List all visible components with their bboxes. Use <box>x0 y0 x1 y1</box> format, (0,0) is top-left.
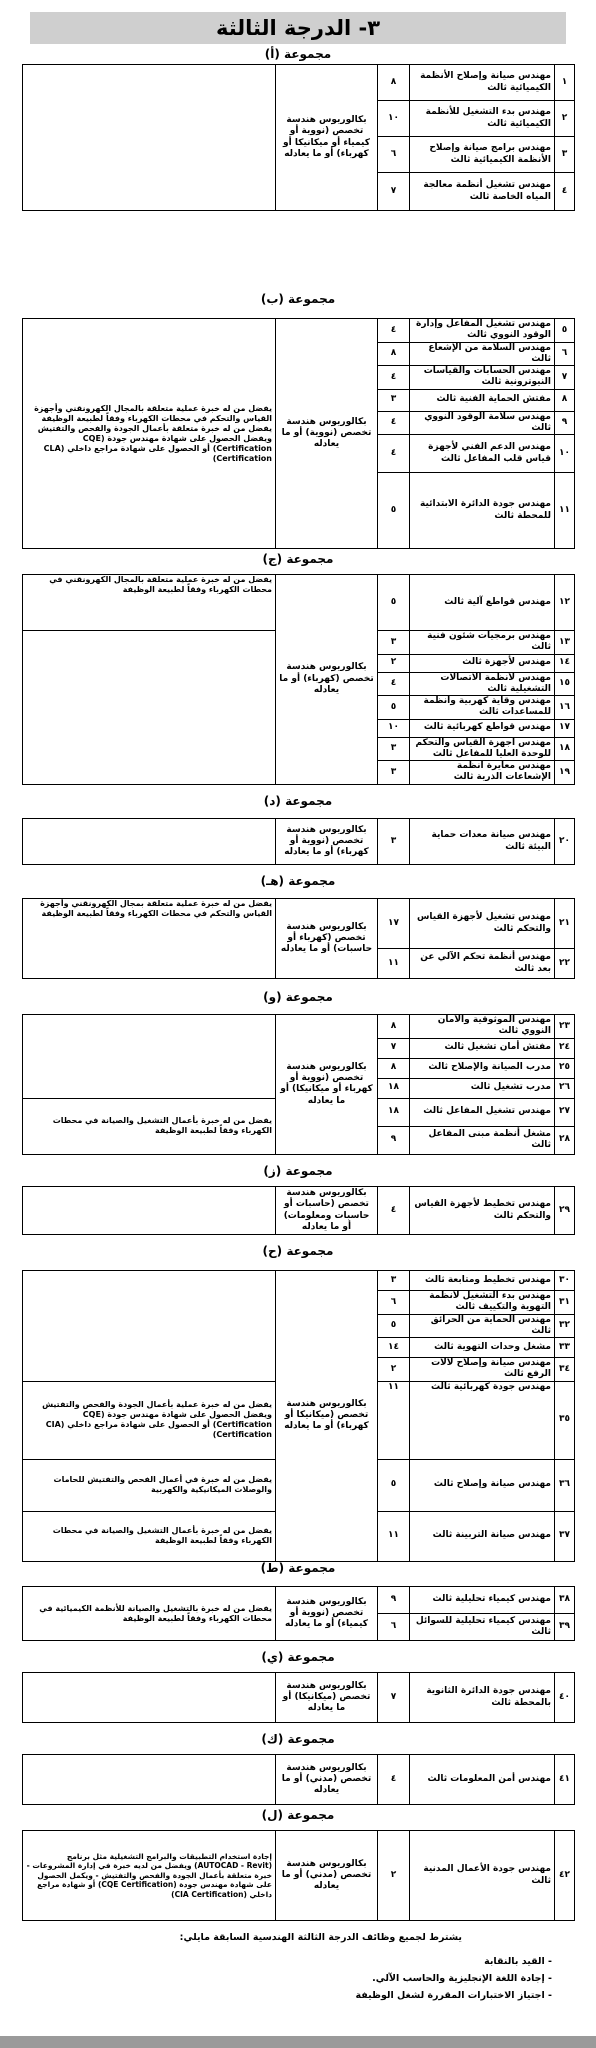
preference-note <box>23 819 276 865</box>
row-number: ٣٢ <box>555 1314 575 1338</box>
job-title: مهندس برمجيات شئون فنية ثالث <box>410 631 555 655</box>
job-title: مفتش أمان تشغيل ثالث <box>410 1038 555 1058</box>
row-number: ٢١ <box>555 899 575 949</box>
position-count: ٨ <box>378 1015 410 1039</box>
position-count: ٢ <box>378 1831 410 1921</box>
row-number: ١٨ <box>555 737 575 761</box>
position-count: ٨ <box>378 342 410 366</box>
row-number: ١٣ <box>555 631 575 655</box>
group-heading: مجموعة (ب) <box>260 292 336 306</box>
position-count: ٤ <box>378 672 410 696</box>
row-number: ١٧ <box>555 719 575 737</box>
group-heading: مجموعة (أ) <box>264 47 332 61</box>
row-number: ٢٧ <box>555 1098 575 1126</box>
position-count: ١٨ <box>378 1098 410 1126</box>
position-count: ٤ <box>378 435 410 473</box>
preference-note <box>23 1187 276 1235</box>
row-number: ٨ <box>555 389 575 411</box>
position-count: ٤ <box>378 319 410 343</box>
position-count: ١١ <box>378 949 410 979</box>
job-title: مهندس بدء التشغيل للأنظمة الكيميائية ثالث <box>410 101 555 137</box>
row-number: ١٦ <box>555 696 575 720</box>
job-title: مهندس الحسابات والقياسات النيوترونية ثالث <box>410 366 555 390</box>
job-title: مهندس بدء التشغيل لأنظمة التهوية والتكييف ثالث <box>410 1291 555 1315</box>
row-number: ١ <box>555 65 575 101</box>
job-title: مهندس أمن المعلومات ثالث <box>410 1755 555 1805</box>
row-number: ٢ <box>555 101 575 137</box>
row-number: ١٩ <box>555 761 575 785</box>
job-title: مهندس برامج صيانة وإصلاح الأنظمة الكيميائية ثالث <box>410 137 555 173</box>
row-number: ٥ <box>555 319 575 343</box>
row-number: ٢٠ <box>555 819 575 865</box>
row-number: ٣٨ <box>555 1587 575 1614</box>
condition-item: - اجتياز الاختبارات المقررة لشغل الوظيفة <box>355 1990 552 2001</box>
row-number: ٣ <box>555 137 575 173</box>
position-count: ٦ <box>378 137 410 173</box>
position-count: ٣ <box>378 389 410 411</box>
position-count: ٤ <box>378 1187 410 1235</box>
preference-note: يفضل من له خبرة بأعمال التشغيل والصيانة في محطات الكهرباء وفقاً لطبيعة الوظيفة <box>23 1098 276 1154</box>
position-count: ٣ <box>378 1271 410 1291</box>
job-title: مهندس صيانة وإصلاح ثالث <box>410 1459 555 1511</box>
footer-bar <box>0 2036 596 2048</box>
qualification: بكالوريوس هندسة تخصص (مدني) أو ما يعادله <box>276 1755 378 1805</box>
preference-note: يفضل من له خبرة بأعمال التشغيل والصيانة في محطات الكهرباء وفقاً لطبيعة الوظيفة <box>23 1511 276 1561</box>
job-title: مهندس لأجهزة ثالث <box>410 654 555 672</box>
group-l-table <box>22 1830 575 1921</box>
preference-note: يفضل من له خبرة بالتشغيل والصيانة للأنظمة الكيميائية في محطات الكهرباء وفقاً لطبيعة الوظيفة <box>23 1587 276 1641</box>
job-title: مهندس تخطيط ومتابعة ثالث <box>410 1271 555 1291</box>
position-count: ٤ <box>378 366 410 390</box>
job-title: مهندس لأنظمة الاتصالات التشغيلية ثالث <box>410 672 555 696</box>
qualification: بكالوريوس هندسة تخصص (كهرباء أو حاسبات) أو ما يعادله <box>276 899 378 979</box>
preference-note <box>23 1015 276 1099</box>
group-g-table <box>22 1186 575 1235</box>
position-count: ٣ <box>378 761 410 785</box>
row-number: ٧ <box>555 366 575 390</box>
group-heading: مجموعة (د) <box>263 794 333 808</box>
job-title: مهندس الموثوقية والأمان النووي ثالث <box>410 1015 555 1039</box>
position-count: ٧ <box>378 173 410 211</box>
position-count: ٧ <box>378 1038 410 1058</box>
group-heading: مجموعة (ك) <box>261 1732 335 1746</box>
job-title: مهندس جودة الدائرة الثانوية بالمحطة ثالث <box>410 1673 555 1723</box>
job-title: مهندس تشغيل أنظمة معالجة المياه الخاصة ثالث <box>410 173 555 211</box>
qualification: بكالوريوس هندسة تخصص (نووية أو كهرباء أو ميكانيكا) أو ما يعادله <box>276 1015 378 1155</box>
position-count: ١١ <box>378 1381 410 1459</box>
qualification: بكالوريوس هندسة تخصص (نووية) أو ما يعادله <box>276 319 378 549</box>
row-number: ٣٩ <box>555 1614 575 1641</box>
row-number: ١٢ <box>555 575 575 631</box>
preference-note: يفضل من له خبرة عملية متعلقة بمجال الكهرونقني وأجهزة القياس والتحكم في محطات الكهرباء وفقاً لطبيعة الوظيفة <box>23 899 276 979</box>
job-title: مدرب الصيانة والإصلاح ثالث <box>410 1058 555 1078</box>
position-count: ٣ <box>378 737 410 761</box>
group-heading: مجموعة (و) <box>263 990 333 1004</box>
position-count: ٥ <box>378 1459 410 1511</box>
job-title: مهندس تشغيل المفاعل وإدارة الوقود النووي ثالث <box>410 319 555 343</box>
preference-note: يفضل من له خبرة عملية متعلقة بالمجال الكهرونقني في محطات الكهرباء وفقاً لطبيعة الوظيفة <box>23 575 276 631</box>
group-a-table <box>22 64 575 211</box>
row-number: ١٠ <box>555 435 575 473</box>
group-heading: مجموعة (هـ) <box>260 874 336 888</box>
job-title: مهندس صيانة التربينة ثالث <box>410 1511 555 1561</box>
preference-note: يفضل من له خبرة في أعمال الفحص والتفتيش للحامات والوصلات الميكانيكية والكهربية <box>23 1459 276 1511</box>
row-number: ١٥ <box>555 672 575 696</box>
group-heading: مجموعة (ط) <box>260 1561 336 1575</box>
qualification: بكالوريوس هندسة تخصص (مدني) أو ما يعادله <box>276 1831 378 1921</box>
job-title: مهندس جودة كهربائية ثالث <box>410 1381 555 1459</box>
position-count: ٧ <box>378 1673 410 1723</box>
row-number: ٣٦ <box>555 1459 575 1511</box>
job-title: مهندس تشغيل المفاعل ثالث <box>410 1098 555 1126</box>
position-count: ٣ <box>378 819 410 865</box>
position-count: ١١ <box>378 1511 410 1561</box>
position-count: ٥ <box>378 1314 410 1338</box>
job-title: مهندس كيمياء تحليلية ثالث <box>410 1587 555 1614</box>
job-title: مهندس صيانة وإصلاح لآلات الرفع ثالث <box>410 1358 555 1382</box>
condition-item: - القيد بالنقابة <box>484 1956 552 1967</box>
group-c-table <box>22 574 575 785</box>
row-number: ١١ <box>555 473 575 549</box>
job-title: مشغل أنظمة مبنى المفاعل ثالث <box>410 1126 555 1154</box>
group-heading: مجموعة (ل) <box>261 1808 335 1822</box>
job-title: مهندس الدعم الفني لأجهزة قياس قلب المفاعل ثالث <box>410 435 555 473</box>
preference-note: يفضل من له خبرة عملية بأعمال الجودة والفحص والتفتيش ويفضل الحصول على شهادة مهندس جودة (CQE Certification) أو الحصول على شهادة مراجع داخلي (CIA Certification) <box>23 1381 276 1459</box>
position-count: ١٤ <box>378 1338 410 1358</box>
position-count: ١٧ <box>378 899 410 949</box>
job-title: مدرب تشغيل ثالث <box>410 1078 555 1098</box>
row-number: ٢٥ <box>555 1058 575 1078</box>
row-number: ٢٤ <box>555 1038 575 1058</box>
qualification: بكالوريوس هندسة تخصص (ميكانيكا أو كهرباء) أو ما يعادله <box>276 1271 378 1562</box>
group-heading: مجموعة (ز) <box>263 1164 333 1178</box>
page-title: ٣- الدرجة الثالثة <box>30 12 566 44</box>
group-heading: مجموعة (ج) <box>262 552 334 566</box>
job-title: مهندس تخطيط لأجهزة القياس والتحكم ثالث <box>410 1187 555 1235</box>
group-heading: مجموعة (ح) <box>262 1244 334 1258</box>
position-count: ٥ <box>378 575 410 631</box>
row-number: ٦ <box>555 342 575 366</box>
row-number: ٤١ <box>555 1755 575 1805</box>
general-conditions <box>32 1932 552 2004</box>
row-number: ٢٩ <box>555 1187 575 1235</box>
job-title: مهندس قواطع كهربائية ثالث <box>410 719 555 737</box>
position-count: ٨ <box>378 1058 410 1078</box>
row-number: ٣٧ <box>555 1511 575 1561</box>
group-heading: مجموعة (ي) <box>261 1650 335 1664</box>
row-number: ٤٠ <box>555 1673 575 1723</box>
position-count: ٩ <box>378 1126 410 1154</box>
position-count: ٦ <box>378 1291 410 1315</box>
job-title: مهندس صيانة وإصلاح الأنظمة الكيميائية ثالث <box>410 65 555 101</box>
row-number: ٣٠ <box>555 1271 575 1291</box>
job-title: مهندس الحماية من الحرائق ثالث <box>410 1314 555 1338</box>
job-title: مهندس وقاية كهربية وأنظمة للمساعدات ثالث <box>410 696 555 720</box>
job-title: مهندس أنظمة تحكم الآلي عن بعد ثالث <box>410 949 555 979</box>
preference-note <box>23 1271 276 1382</box>
group-e-table <box>22 898 575 979</box>
row-number: ٣٤ <box>555 1358 575 1382</box>
position-count: ٨ <box>378 65 410 101</box>
conditions-intro: يشترط لجميع وظائف الدرجة الثالثة الهندسية السابقة مايلي: <box>179 1932 462 1943</box>
row-number: ٢٣ <box>555 1015 575 1039</box>
group-i-table <box>22 1586 575 1641</box>
row-number: ٤ <box>555 173 575 211</box>
preference-note <box>23 1755 276 1805</box>
row-number: ٣٣ <box>555 1338 575 1358</box>
group-j-table <box>22 1672 575 1723</box>
job-title: مهندس السلامة من الإشعاع ثالث <box>410 342 555 366</box>
row-number: ٢٨ <box>555 1126 575 1154</box>
row-number: ٩ <box>555 411 575 435</box>
condition-item: - إجادة اللغة الإنجليزية والحاسب الآلي. <box>372 1973 552 1984</box>
row-number: ٢٦ <box>555 1078 575 1098</box>
job-title: مهندس كيمياء تحليلية للسوائل ثالث <box>410 1614 555 1641</box>
group-f-table <box>22 1014 575 1155</box>
job-title: مهندس صيانة معدات حماية البيئة ثالث <box>410 819 555 865</box>
group-b-table <box>22 318 575 549</box>
group-k-table <box>22 1754 575 1805</box>
preference-note: إجادة استخدام التطبيقات والبرامج التشغيلية مثل برنامج (AUTOCAD - Revit) ويفضل من لديه خبرة في إدارة المشروعات - خبرة متعلقة بأعمال الجودة والفحص والتفتيش - ويكمل الحصول على شهادة مهندس جودة (CQE Certification) أو شهادة مراجع داخلي (CIA Certification) <box>23 1831 276 1921</box>
job-title: مشغل وحدات التهوية ثالث <box>410 1338 555 1358</box>
qualification: بكالوريوس هندسة تخصص (ميكانيكا) أو ما يعادله <box>276 1673 378 1723</box>
row-number: ٣٥ <box>555 1381 575 1459</box>
position-count: ٩ <box>378 1587 410 1614</box>
preference-note: يفضل من له خبرة عملية متعلقة بالمجال الكهرونقني وأجهزة القياس والتحكم في محطات الكهرباء وفقاً لطبيعة الوظيفة يفضل من له خبرة متعلقة بأعمال الجودة والفحص والتفتيش ويفضل الحصول على شهادة مهندس جودة (CQE Certification) أو الحصول على شهادة مراجع داخلي (CLA Certification) <box>23 319 276 549</box>
row-number: ٢٢ <box>555 949 575 979</box>
row-number: ٣١ <box>555 1291 575 1315</box>
job-title: مهندس تشغيل لأجهزة القياس والتحكم ثالث <box>410 899 555 949</box>
job-title: مهندس معايرة أنظمة الإشعاعات الذرية ثالث <box>410 761 555 785</box>
job-title: مهندس جودة الأعمال المدنية ثالث <box>410 1831 555 1921</box>
position-count: ٣ <box>378 631 410 655</box>
qualification: بكالوريوس هندسة تخصص (نووية أو كهرباء) أو ما يعادله <box>276 819 378 865</box>
qualification: بكالوريوس هندسة تخصص (حاسبات أو حاسبات ومعلومات) أو ما يعادله <box>276 1187 378 1235</box>
group-d-table <box>22 818 575 865</box>
job-title: مهندس قواطع آلية ثالث <box>410 575 555 631</box>
position-count: ٥ <box>378 696 410 720</box>
qualification: بكالوريوس هندسة تخصص (نووية أو كيمياء أو ميكانيكا أو كهرباء) أو ما يعادله <box>276 65 378 211</box>
position-count: ٢ <box>378 1358 410 1382</box>
position-count: ٤ <box>378 411 410 435</box>
position-count: ٦ <box>378 1614 410 1641</box>
position-count: ١٠ <box>378 101 410 137</box>
job-title: مفتش الحماية الفنية ثالث <box>410 389 555 411</box>
position-count: ٢ <box>378 654 410 672</box>
position-count: ١٠ <box>378 719 410 737</box>
qualification: بكالوريوس هندسة تخصص (نووية أو كيمياء) أو ما يعادله <box>276 1587 378 1641</box>
job-title: مهندس جودة الدائرة الابتدائية للمحطة ثالث <box>410 473 555 549</box>
job-title: مهندس أجهزة القياس والتحكم للوحدة العليا للمفاعل ثالث <box>410 737 555 761</box>
position-count: ٥ <box>378 473 410 549</box>
group-h-table <box>22 1270 575 1562</box>
job-title: مهندس سلامة الوقود النووي ثالث <box>410 411 555 435</box>
row-number: ٤٢ <box>555 1831 575 1921</box>
preference-note <box>23 65 276 211</box>
position-count: ١٨ <box>378 1078 410 1098</box>
preference-note-empty <box>23 631 276 785</box>
position-count: ٤ <box>378 1755 410 1805</box>
qualification: بكالوريوس هندسة تخصص (كهرباء) أو ما يعادله <box>276 575 378 785</box>
row-number: ١٤ <box>555 654 575 672</box>
preference-note <box>23 1673 276 1723</box>
